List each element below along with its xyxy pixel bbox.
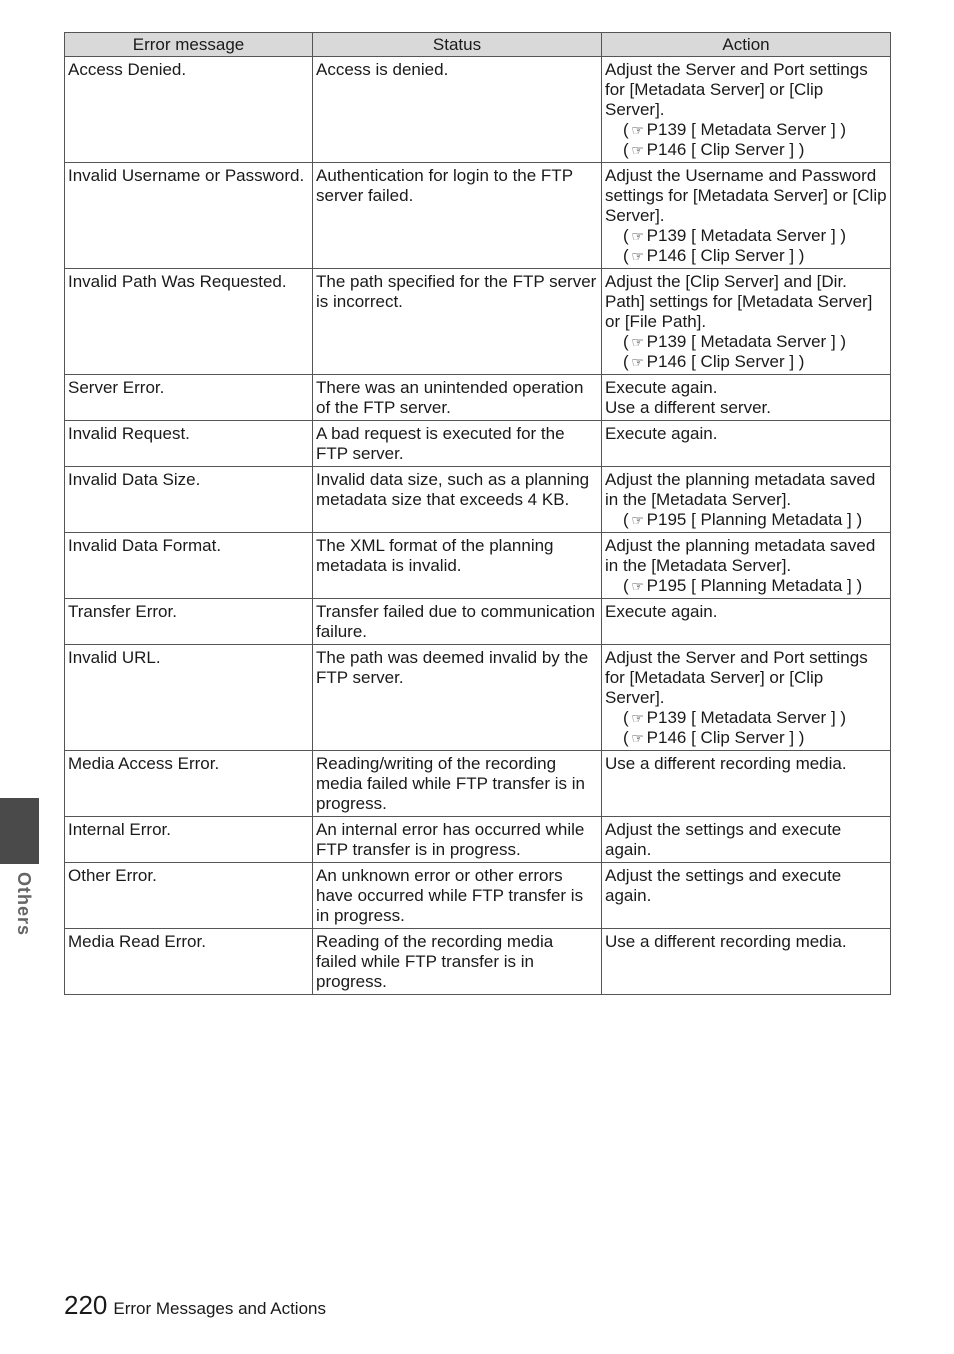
error-message-cell: Media Read Error. [65, 929, 313, 995]
action-cell [602, 421, 891, 467]
action-cell [602, 599, 891, 645]
action-text: Execute again. [605, 378, 718, 397]
pointing-hand-icon: ☞ [631, 730, 644, 746]
action-text: Use a different recording media. [605, 932, 847, 951]
section-side-label: Others [14, 872, 34, 937]
action-cell [602, 645, 891, 751]
action-cell [602, 751, 891, 817]
error-message-cell: Transfer Error. [65, 599, 313, 645]
error-message-cell: Internal Error. [65, 817, 313, 863]
status-cell: A bad request is executed for the FTP server. [313, 421, 602, 467]
status-cell: An internal error has occurred while FTP transfer is in progress. [313, 817, 602, 863]
error-messages-table [64, 32, 891, 995]
page-reference: ( ☞ P139 [ Metadata Server ] ) [623, 332, 847, 351]
action-cell [602, 817, 891, 863]
error-message-cell: Invalid Username or Password. [65, 163, 313, 269]
error-message-cell: Server Error. [65, 375, 313, 421]
pointing-hand-icon: ☞ [631, 248, 644, 264]
reference-text: P139 [ Metadata Server ] [646, 332, 836, 351]
page-number: 220 [64, 1290, 108, 1320]
reference-text: P146 [ Clip Server ] [646, 140, 795, 159]
page-reference: ( ☞ P146 [ Clip Server ] ) [623, 246, 805, 265]
action-text: Adjust the Server and Port settings for [Metadata Server] or [Clip Server]. [605, 648, 868, 707]
error-message-cell: Invalid Data Format. [65, 533, 313, 599]
status-cell: Authentication for login to the FTP server failed. [313, 163, 602, 269]
reference-text: P139 [ Metadata Server ] [646, 120, 836, 139]
reference-text: P146 [ Clip Server ] [646, 246, 795, 265]
reference-text: P146 [ Clip Server ] [646, 728, 795, 747]
status-cell: Access is denied. [313, 57, 602, 163]
status-cell: Reading/writing of the recording media failed while FTP transfer is in progress. [313, 751, 602, 817]
error-message-cell: Other Error. [65, 863, 313, 929]
pointing-hand-icon: ☞ [631, 142, 644, 158]
table-row [65, 863, 891, 929]
table-row [65, 421, 891, 467]
page-reference: ( ☞ P146 [ Clip Server ] ) [623, 140, 805, 159]
table-row [65, 533, 891, 599]
reference-text: P146 [ Clip Server ] [646, 352, 795, 371]
status-cell: The path was deemed invalid by the FTP server. [313, 645, 602, 751]
pointing-hand-icon: ☞ [631, 122, 644, 138]
action-cell [602, 533, 891, 599]
header-status: Status [313, 33, 602, 57]
pointing-hand-icon: ☞ [631, 578, 644, 594]
page-reference: ( ☞ P139 [ Metadata Server ] ) [623, 120, 847, 139]
action-cell [602, 929, 891, 995]
page-reference: ( ☞ P139 [ Metadata Server ] ) [623, 226, 847, 245]
table-row [65, 375, 891, 421]
action-text: Adjust the Server and Port settings for [Metadata Server] or [Clip Server]. [605, 60, 868, 119]
page-reference: ( ☞ P146 [ Clip Server ] ) [623, 728, 805, 747]
action-text: Use a different recording media. [605, 754, 847, 773]
action-text: Use a different server. [605, 398, 771, 417]
header-error-message: Error message [65, 33, 313, 57]
action-cell [602, 57, 891, 163]
reference-text: P195 [ Planning Metadata ] [646, 576, 852, 595]
table-row [65, 929, 891, 995]
action-text: Adjust the planning metadata saved in the [Metadata Server]. [605, 536, 876, 575]
table-body [65, 57, 891, 995]
table-row [65, 751, 891, 817]
status-cell: The XML format of the planning metadata is invalid. [313, 533, 602, 599]
page-reference: ( ☞ P195 [ Planning Metadata ] ) [623, 576, 863, 595]
status-cell: An unknown error or other errors have occurred while FTP transfer is in progress. [313, 863, 602, 929]
reference-text: P195 [ Planning Metadata ] [646, 510, 852, 529]
action-text: Adjust the [Clip Server] and [Dir. Path] settings for [Metadata Server] or [File Path]. [605, 272, 873, 331]
reference-text: P139 [ Metadata Server ] [646, 708, 836, 727]
status-cell: There was an unintended operation of the FTP server. [313, 375, 602, 421]
action-text: Adjust the settings and execute again. [605, 820, 842, 859]
status-cell: Reading of the recording media failed while FTP transfer is in progress. [313, 929, 602, 995]
action-text: Adjust the Username and Password settings for [Metadata Server] or [Clip Server]. [605, 166, 887, 225]
action-text: Adjust the settings and execute again. [605, 866, 842, 905]
action-text: Execute again. [605, 602, 718, 621]
action-text: Adjust the planning metadata saved in the [Metadata Server]. [605, 470, 876, 509]
page-reference: ( ☞ P195 [ Planning Metadata ] ) [623, 510, 863, 529]
table-row [65, 817, 891, 863]
table-row [65, 269, 891, 375]
pointing-hand-icon: ☞ [631, 710, 644, 726]
table-row [65, 645, 891, 751]
page-footer [64, 1290, 326, 1321]
table-row [65, 163, 891, 269]
error-message-cell: Invalid URL. [65, 645, 313, 751]
action-cell [602, 163, 891, 269]
section-title: Error Messages and Actions [113, 1299, 326, 1318]
status-cell: Invalid data size, such as a planning metadata size that exceeds 4 KB. [313, 467, 602, 533]
error-message-cell: Media Access Error. [65, 751, 313, 817]
error-message-cell: Invalid Path Was Requested. [65, 269, 313, 375]
error-message-cell: Invalid Data Size. [65, 467, 313, 533]
action-cell [602, 269, 891, 375]
reference-text: P139 [ Metadata Server ] [646, 226, 836, 245]
error-message-cell: Access Denied. [65, 57, 313, 163]
pointing-hand-icon: ☞ [631, 228, 644, 244]
action-text: Execute again. [605, 424, 718, 443]
table-row [65, 57, 891, 163]
table-header-row [65, 33, 891, 57]
page-reference: ( ☞ P146 [ Clip Server ] ) [623, 352, 805, 371]
action-cell [602, 375, 891, 421]
header-action: Action [602, 33, 891, 57]
pointing-hand-icon: ☞ [631, 354, 644, 370]
status-cell: The path specified for the FTP server is incorrect. [313, 269, 602, 375]
table-row [65, 599, 891, 645]
section-side-tab [0, 798, 39, 864]
pointing-hand-icon: ☞ [631, 512, 644, 528]
page-reference: ( ☞ P139 [ Metadata Server ] ) [623, 708, 847, 727]
error-message-cell: Invalid Request. [65, 421, 313, 467]
status-cell: Transfer failed due to communication failure. [313, 599, 602, 645]
action-cell [602, 467, 891, 533]
action-cell [602, 863, 891, 929]
table-row [65, 467, 891, 533]
pointing-hand-icon: ☞ [631, 334, 644, 350]
